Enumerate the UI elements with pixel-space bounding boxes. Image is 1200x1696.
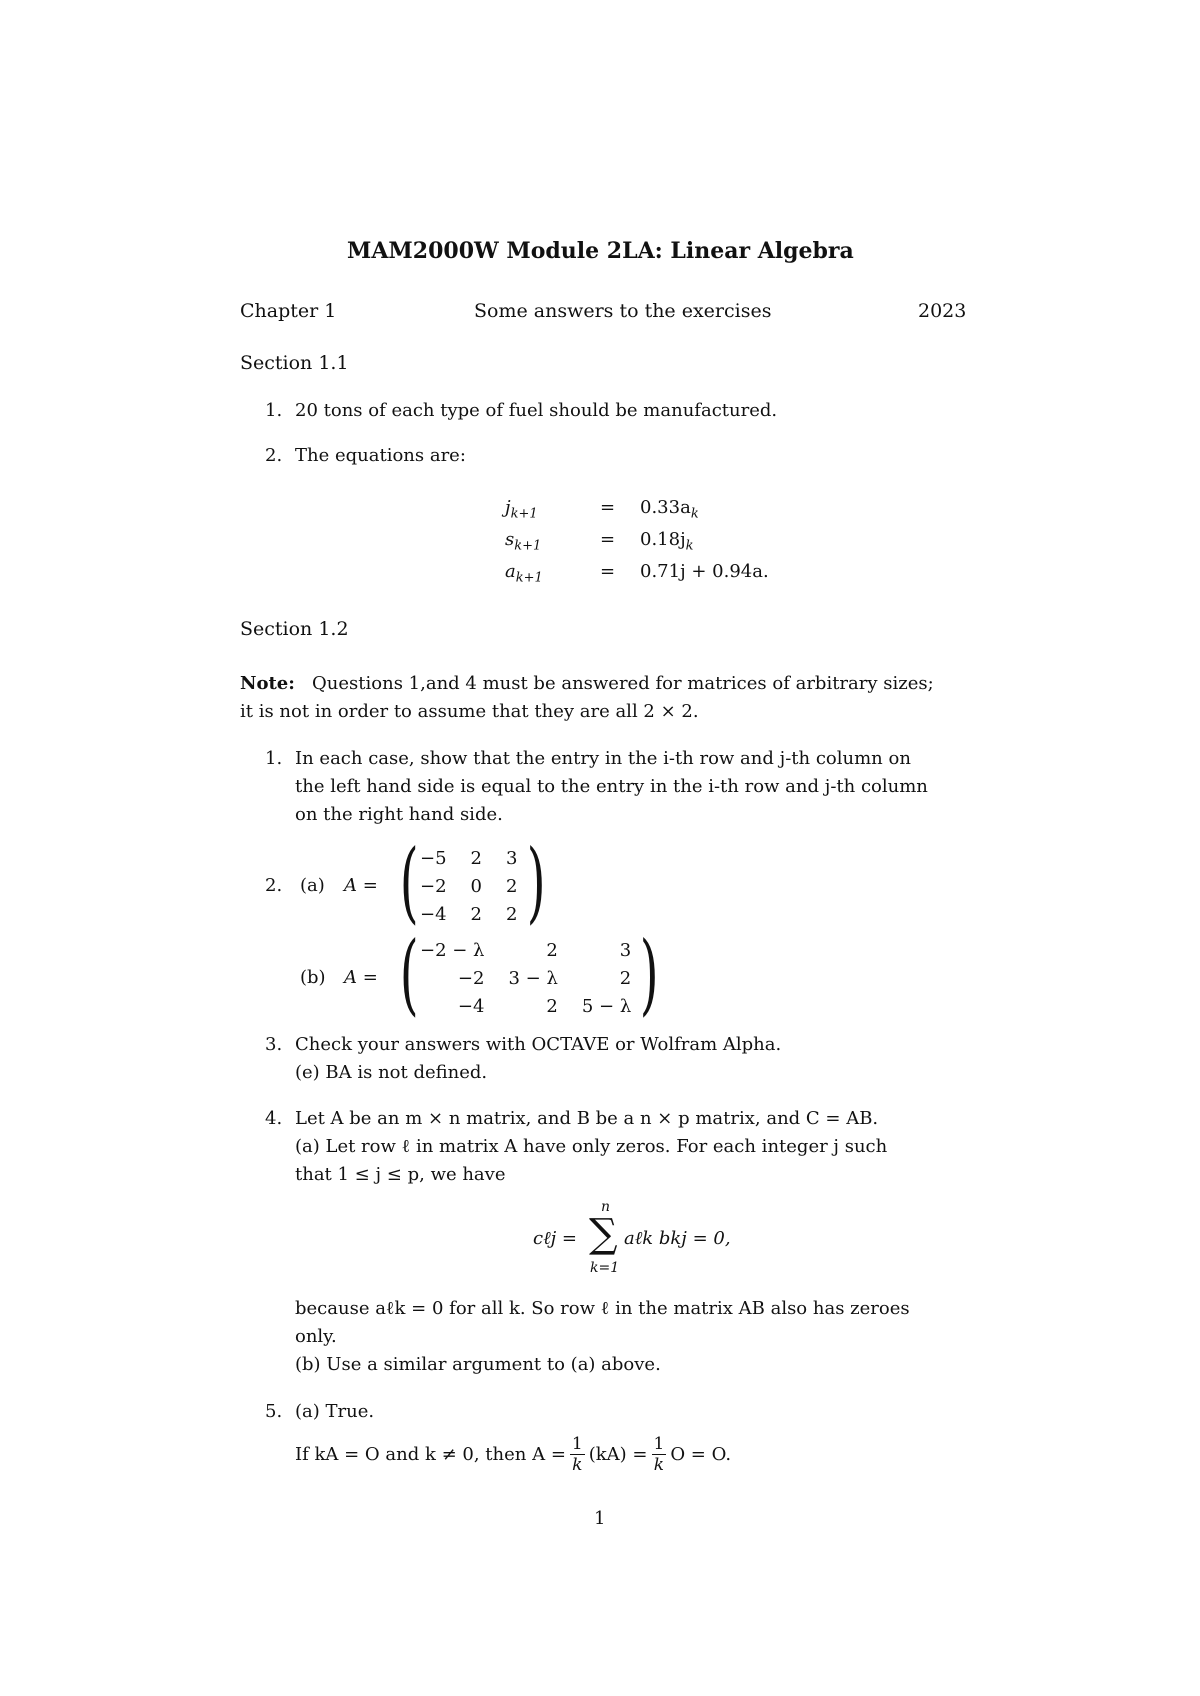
item-number: 2. xyxy=(265,445,283,466)
answer-text: only. xyxy=(295,1326,337,1347)
matrix-cell: 2 xyxy=(546,939,558,961)
equals-sign: = xyxy=(600,561,616,582)
answer-text: Let A be an m × n matrix, and B be a n × p matrix, and C = AB. xyxy=(295,1108,879,1129)
answer-text: (a) True. xyxy=(295,1401,375,1422)
note-text: it is not in order to assume that they are all 2 × 2. xyxy=(240,701,699,722)
fraction-denominator: k xyxy=(572,1455,583,1475)
matrix-cell: 2 xyxy=(546,995,558,1017)
matrix-cell: 2 xyxy=(470,847,482,869)
matrix-cell: −2 xyxy=(457,967,485,989)
document-year: 2023 xyxy=(918,300,967,322)
equation-subscript: k+1 xyxy=(514,538,542,554)
equation-rhs: $0.18j_k$ xyxy=(640,529,694,554)
left-paren: ( xyxy=(399,922,419,1025)
left-paren: ( xyxy=(399,830,419,933)
matrix-lhs: A = xyxy=(344,875,378,896)
matrix-row xyxy=(408,844,529,872)
answer-text: In each case, show that the entry in the i-th row and j-th column on xyxy=(295,748,911,769)
right-paren: ) xyxy=(639,922,659,1025)
fraction-numerator: 1 xyxy=(571,1434,583,1454)
chapter-label: Chapter 1 xyxy=(240,300,337,322)
matrix-row xyxy=(408,936,643,964)
matrix-cell: 0 xyxy=(470,875,482,897)
sum-upper-limit: n xyxy=(601,1199,611,1215)
note-text: Questions 1,and 4 must be answered for matrices of arbitrary sizes; xyxy=(312,673,934,694)
sum-lhs: cℓj = xyxy=(533,1228,577,1249)
equation-subscript: k+1 xyxy=(510,506,538,522)
sum-body: aℓk bkj = 0, xyxy=(624,1228,731,1249)
equation-subscript: k+1 xyxy=(515,570,543,586)
matrix-row xyxy=(408,964,643,992)
item-number: 1. xyxy=(265,748,283,769)
document-title: MAM2000W Module 2LA: Linear Algebra xyxy=(347,238,854,264)
matrix-cell: 2 xyxy=(506,875,518,897)
fraction-denominator: k xyxy=(653,1455,665,1475)
answer-text: that 1 ≤ j ≤ p, we have xyxy=(295,1164,506,1185)
note-label: Note: xyxy=(240,673,295,694)
matrix-a xyxy=(408,844,529,928)
fraction xyxy=(570,1434,585,1475)
item-number: 3. xyxy=(265,1034,283,1055)
matrix-cell: −2 xyxy=(420,875,447,897)
answer-text: (e) BA is not defined. xyxy=(295,1062,488,1083)
matrix-cell: 3 xyxy=(619,939,632,961)
matrix-cell: −4 xyxy=(420,903,447,925)
part-label: (a) xyxy=(300,875,325,896)
answer-formula xyxy=(295,1434,731,1475)
sum-lower-limit: k=1 xyxy=(590,1260,620,1276)
formula-text: O = O. xyxy=(670,1443,732,1465)
equation-lhs: s xyxy=(505,529,515,550)
matrix-cell: −4 xyxy=(457,995,485,1017)
matrix-cell: 5 − λ xyxy=(581,995,632,1017)
item-number: 5. xyxy=(265,1401,283,1422)
fraction-numerator: 1 xyxy=(653,1434,665,1454)
matrix-lhs: A = xyxy=(344,967,378,988)
right-paren: ) xyxy=(526,830,546,933)
answer-text: on the right hand side. xyxy=(295,804,503,825)
matrix-cell: 2 xyxy=(506,903,518,925)
equation-rhs: 0.71j + 0.94a. xyxy=(640,561,769,582)
fraction xyxy=(652,1434,667,1475)
answer-text: The equations are: xyxy=(295,445,466,466)
part-label: (b) xyxy=(300,967,326,988)
equation-rhs: $0.33a_k$ xyxy=(640,497,699,522)
matrix-row xyxy=(408,872,529,900)
equation-row xyxy=(505,529,541,554)
note-paragraph xyxy=(240,670,934,698)
answer-text: (b) Use a similar argument to (a) above. xyxy=(295,1354,661,1375)
answer-text: the left hand side is equal to the entry in the i-th row and j-th column xyxy=(295,776,928,797)
answer-text: 20 tons of each type of fuel should be manufactured. xyxy=(295,400,778,421)
matrix-row xyxy=(408,992,643,1020)
formula-text: If kA = O and k ≠ 0, then A = xyxy=(295,1443,566,1465)
matrix-cell: −2 − λ xyxy=(420,939,485,961)
matrix-b xyxy=(408,936,643,1020)
section-heading: Section 1.1 xyxy=(240,352,349,374)
answer-text: (a) Let row ℓ in matrix A have only zeros. For each integer j such xyxy=(295,1136,888,1157)
equation-row xyxy=(505,561,543,586)
item-number: 1. xyxy=(265,400,283,421)
matrix-cell: 2 xyxy=(619,967,632,989)
answer-text: Check your answers with OCTAVE or Wolfram Alpha. xyxy=(295,1034,782,1055)
equation-row xyxy=(505,497,538,522)
page-number: 1 xyxy=(594,1508,606,1529)
matrix-cell: 3 xyxy=(506,847,518,869)
item-number: 4. xyxy=(265,1108,283,1129)
equation-lhs: j xyxy=(505,497,511,518)
matrix-cell: −5 xyxy=(420,847,447,869)
summation-symbol: ∑ xyxy=(589,1211,618,1257)
equation-lhs: a xyxy=(505,561,516,582)
equals-sign: = xyxy=(600,529,616,550)
formula-text: (kA) = xyxy=(588,1443,648,1465)
matrix-cell: 2 xyxy=(470,903,482,925)
answer-text: because aℓk = 0 for all k. So row ℓ in the matrix AB also has zeroes xyxy=(295,1298,910,1319)
document-subtitle: Some answers to the exercises xyxy=(474,300,772,322)
equals-sign: = xyxy=(600,497,616,518)
section-heading: Section 1.2 xyxy=(240,618,349,640)
matrix-cell: 3 − λ xyxy=(508,967,558,989)
matrix-row xyxy=(408,900,529,928)
item-number: 2. xyxy=(265,875,283,896)
